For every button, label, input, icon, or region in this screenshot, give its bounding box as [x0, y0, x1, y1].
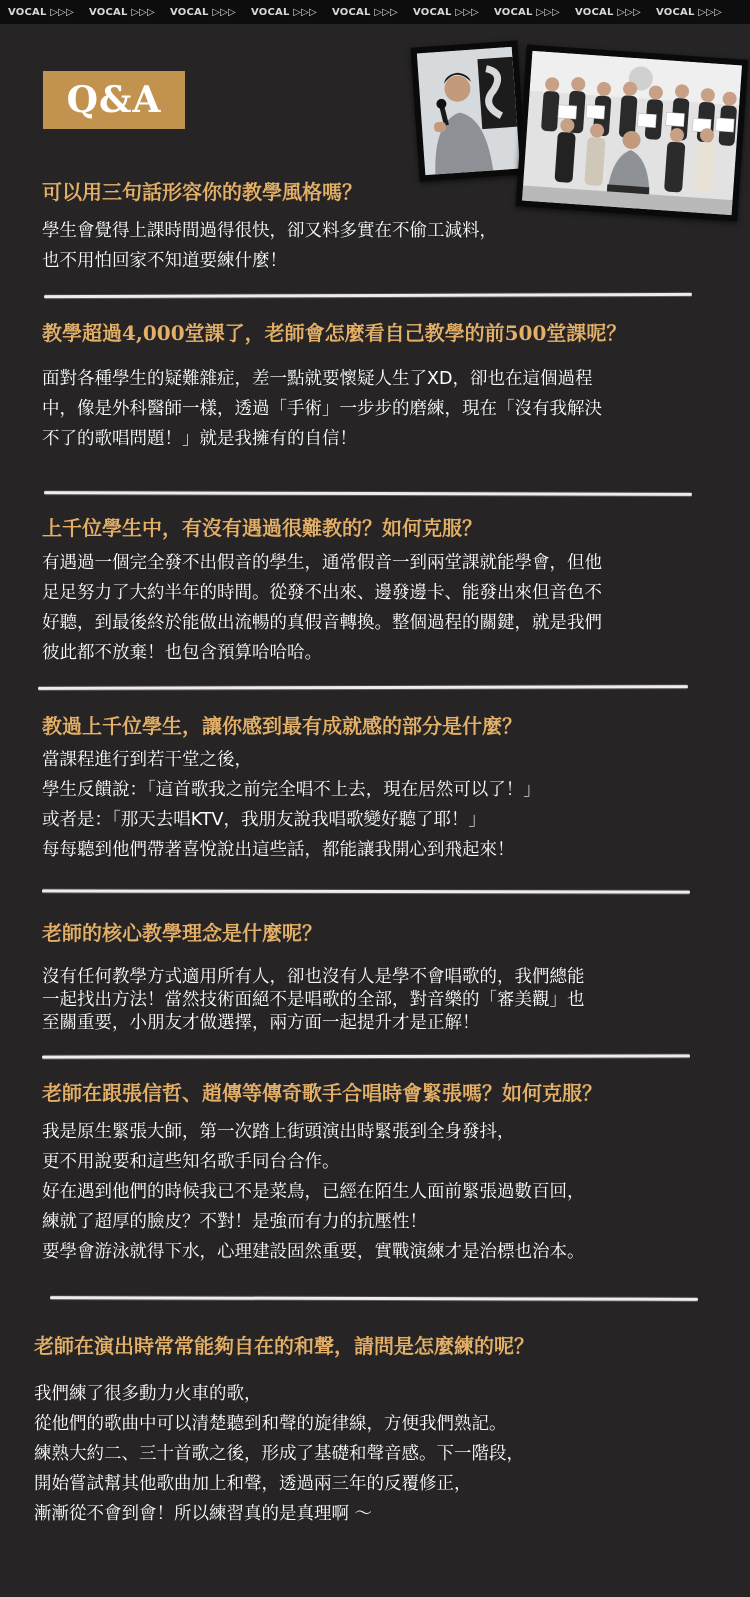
question-2: 教學超過4,000堂課了，老師會怎麼看自己教學的前500堂課呢？	[42, 321, 627, 345]
qa-badge: Q&A	[43, 71, 185, 129]
ticker-item: VOCAL ▷▷▷	[656, 7, 722, 18]
question-4: 教過上千位學生，讓你感到最有成就感的部分是什麼？	[42, 714, 522, 738]
answer-line: 學生會覺得上課時間過得很快，卻又料多實在不偷工減料，	[42, 221, 497, 241]
answer-4	[42, 745, 541, 865]
ticker-item: VOCAL ▷▷▷	[89, 7, 155, 18]
answer-7	[34, 1379, 524, 1529]
answer-line: 我們練了很多動力火車的歌，	[34, 1384, 262, 1404]
ticker-item: VOCAL ▷▷▷	[251, 7, 317, 18]
answer-line: 一起找出方法！當然技術面絕不是唱歌的全部，對音樂的「審美觀」也	[42, 990, 585, 1010]
ticker-item: VOCAL ▷▷▷	[332, 7, 398, 18]
ticker-item: VOCAL ▷▷▷	[8, 7, 74, 18]
answer-line: 漸漸從不會到會！所以練習真的是真理啊 ～	[34, 1504, 373, 1524]
answer-line: 好在遇到他們的時候我已不是菜鳥，已經在陌生人面前緊張過數百回，	[42, 1182, 585, 1202]
question-5: 老師的核心教學理念是什麼呢？	[42, 921, 322, 945]
divider	[38, 685, 688, 690]
answer-line: 不了的歌唱問題！」就是我擁有的自信！	[42, 429, 357, 449]
answer-line: 更不用說要和這些知名歌手同台合作。	[42, 1152, 340, 1172]
teacher-photo-illustration	[417, 47, 520, 175]
answer-line: 中，像是外科醫師一樣，透過「手術」一步步的磨練，現在「沒有我解決	[42, 399, 602, 419]
vocal-ticker	[0, 0, 750, 24]
answer-line: 開始嘗試幫其他歌曲加上和聲，透過兩三年的反覆修正，	[34, 1474, 472, 1494]
group-photo	[516, 44, 749, 221]
question-6: 老師在跟張信哲、趙傳等傳奇歌手合唱時會緊張嗎？如何克服？	[42, 1081, 602, 1105]
answer-line: 當課程進行到若干堂之後，	[42, 750, 252, 770]
answer-line: 練熟大約二、三十首歌之後，形成了基礎和聲音感。下一階段，	[34, 1444, 524, 1464]
answer-6	[42, 1117, 585, 1267]
ticker-item: VOCAL ▷▷▷	[575, 7, 641, 18]
ticker-item: VOCAL ▷▷▷	[413, 7, 479, 18]
answer-line: 有遇過一個完全發不出假音的學生，通常假音一到兩堂課就能學會，但他	[42, 553, 602, 573]
question-3: 上千位學生中，有沒有遇過很難教的？如何克服？	[42, 516, 482, 540]
divider	[42, 889, 690, 893]
answer-line: 沒有任何教學方式適用所有人，卻也沒有人是學不會唱歌的，我們總能	[42, 967, 585, 987]
answer-line: 彼此都不放棄！也包含預算哈哈哈。	[42, 643, 322, 663]
answer-1	[42, 216, 497, 276]
answer-line: 練就了超厚的臉皮？不對！是強而有力的抗壓性！	[42, 1212, 427, 1232]
answer-line: 從他們的歌曲中可以清楚聽到和聲的旋律線，方便我們熟記。	[34, 1414, 507, 1434]
answer-line: 好聽，到最後終於能做出流暢的真假音轉換。整個過程的關鍵，就是我們	[42, 613, 602, 633]
answer-line: 我是原生緊張大師，第一次踏上街頭演出時緊張到全身發抖，	[42, 1122, 515, 1142]
divider	[42, 1054, 690, 1058]
answer-line: 或者是：「那天去唱KTV，我朋友說我唱歌變好聽了耶！」	[42, 810, 487, 830]
answer-line: 足足努力了大約半年的時間。從發不出來、邊發邊卡、能發出來但音色不	[42, 583, 602, 603]
answer-3	[42, 548, 602, 668]
divider	[44, 491, 692, 496]
group-photo-illustration	[522, 51, 742, 215]
divider	[50, 1296, 698, 1301]
answer-line: 每每聽到他們帶著喜悅說出這些話，都能讓我開心到飛起來！	[42, 840, 515, 860]
question-7: 老師在演出時常常能夠自在的和聲，請問是怎麼練的呢？	[34, 1334, 534, 1358]
answer-line: 面對各種學生的疑難雜症，差一點就要懷疑人生了XD，卻也在這個過程	[42, 369, 593, 389]
teacher-photo	[410, 40, 526, 181]
divider	[44, 293, 692, 298]
answer-5	[42, 966, 585, 1035]
question-1: 可以用三句話形容你的教學風格嗎？	[42, 180, 362, 204]
answer-line: 至關重要，小朋友才做選擇，兩方面一起提升才是正解！	[42, 1013, 480, 1033]
ticker-item: VOCAL ▷▷▷	[494, 7, 560, 18]
answer-line: 學生反饋說：「這首歌我之前完全唱不上去，現在居然可以了！」	[42, 780, 541, 800]
answer-line: 也不用怕回家不知道要練什麼！	[42, 251, 287, 271]
answer-2	[42, 364, 602, 454]
answer-line: 要學會游泳就得下水，心理建設固然重要，實戰演練才是治標也治本。	[42, 1242, 585, 1262]
ticker-item: VOCAL ▷▷▷	[170, 7, 236, 18]
